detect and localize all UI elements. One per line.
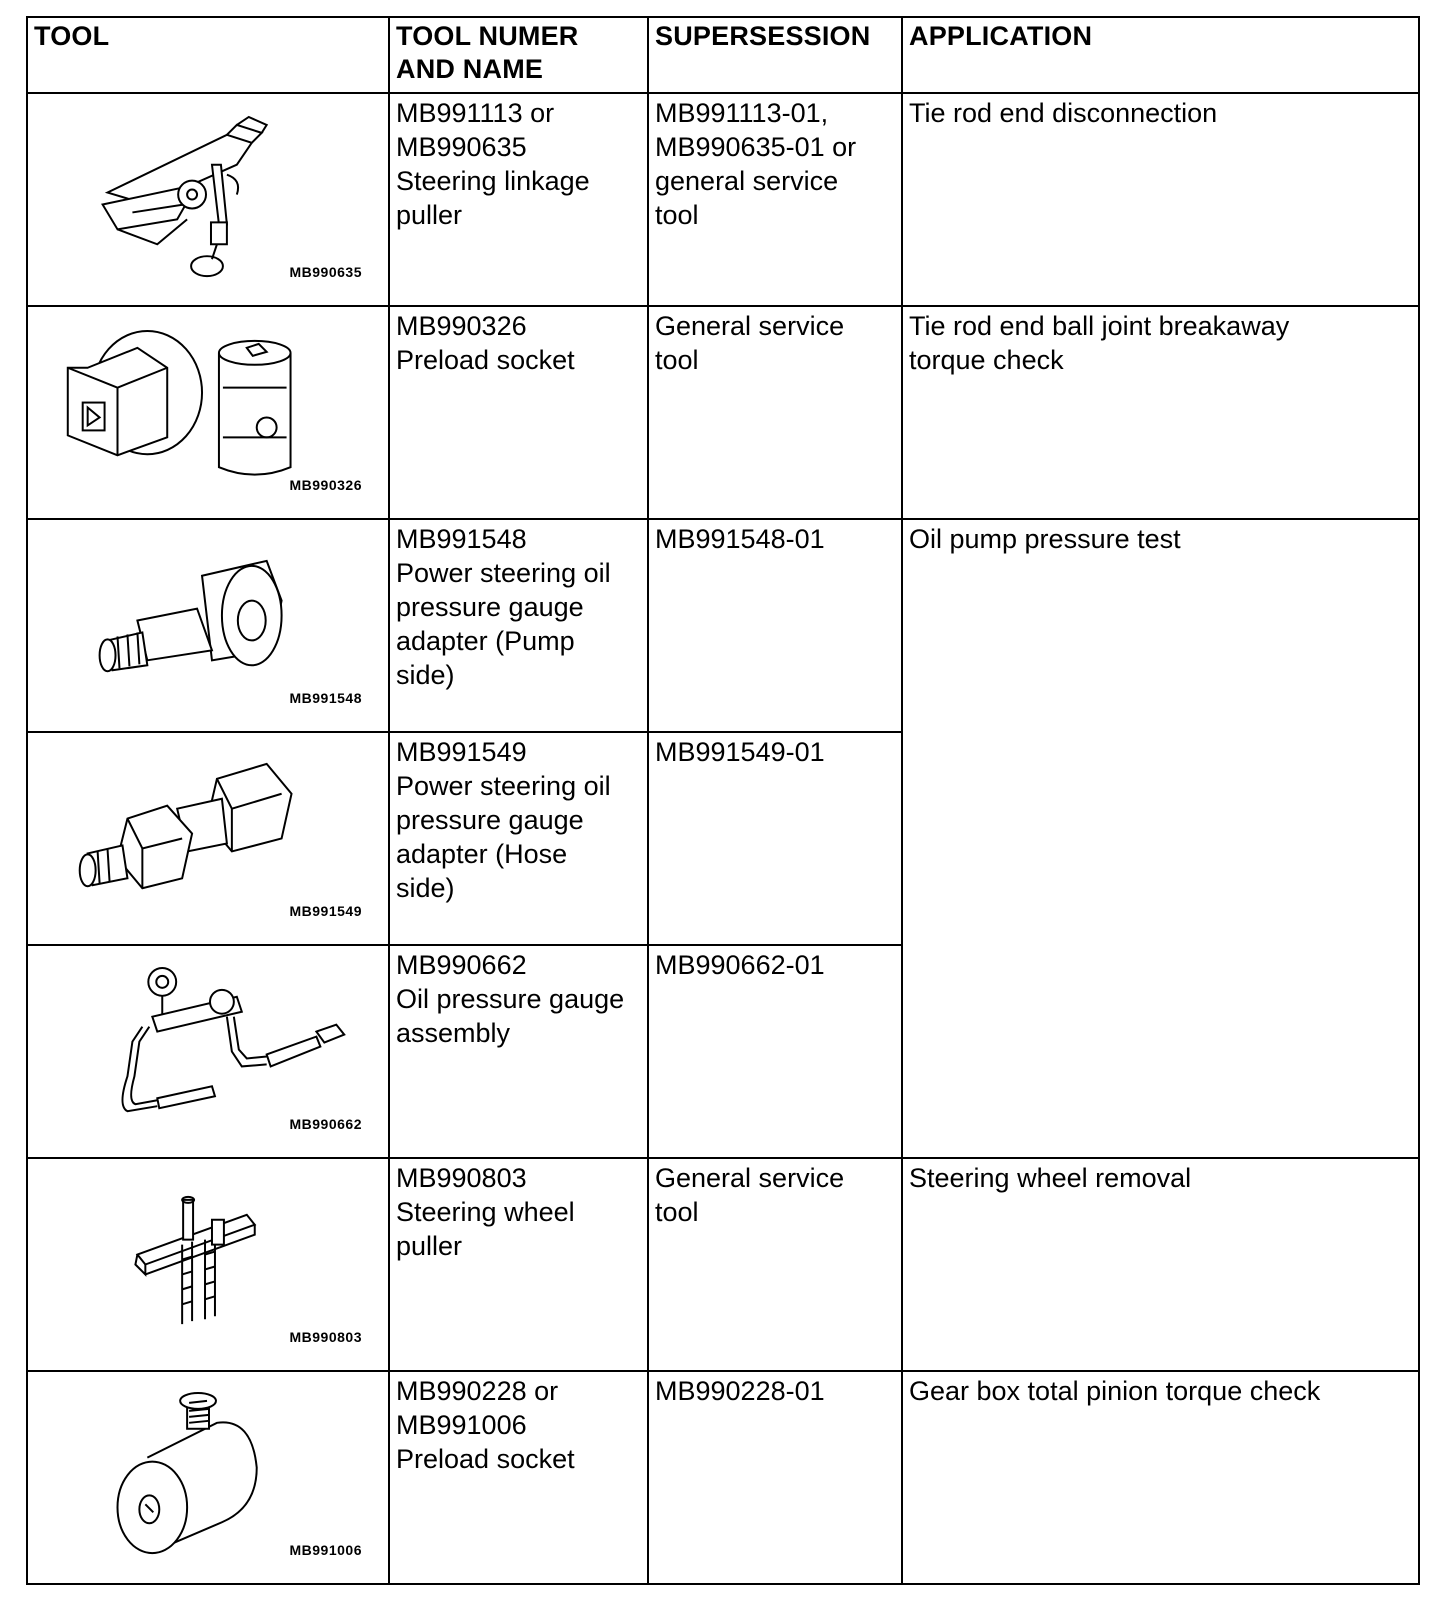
table-row	[27, 1158, 1419, 1371]
tool-name-cell: MB990662 Oil pressure gauge assembly	[389, 945, 648, 1158]
tool-illustration-cell	[27, 519, 389, 732]
supersession-cell: MB991113-01, MB990635-01 or general service tool	[648, 93, 902, 306]
tool-code-label: MB991549	[289, 903, 362, 919]
tool-name-cell: MB990326 Preload socket	[389, 306, 648, 519]
tool-code-label: MB990803	[289, 1329, 362, 1345]
header-tool: TOOL	[27, 17, 389, 93]
tool-name-cell: MB991548 Power steering oil pressure gauge adapter (Pump side)	[389, 519, 648, 732]
supersession-cell: General service tool	[648, 1158, 902, 1371]
tool-illustration-cell	[27, 306, 389, 519]
special-tools-table	[26, 16, 1420, 1585]
tool-code-label: MB991006	[289, 1542, 362, 1558]
header-application: APPLICATION	[902, 17, 1419, 93]
supersession-cell: MB991549-01	[648, 732, 902, 945]
tool-name-cell: MB990803 Steering wheel puller	[389, 1158, 648, 1371]
tool-name-cell: MB990228 or MB991006 Preload socket	[389, 1371, 648, 1584]
table-row	[27, 306, 1419, 519]
tool-name-cell: MB991113 or MB990635 Steering linkage puller	[389, 93, 648, 306]
tool-illustration-cell	[27, 1158, 389, 1371]
table-row	[27, 519, 1419, 732]
supersession-cell: MB990228-01	[648, 1371, 902, 1584]
tool-code-label: MB990635	[289, 264, 362, 280]
tool-code-label: MB990326	[289, 477, 362, 493]
tool-name-cell: MB991549 Power steering oil pressure gauge adapter (Hose side)	[389, 732, 648, 945]
tool-illustration-cell	[27, 732, 389, 945]
application-cell: Oil pump pressure test	[902, 519, 1419, 1158]
header-row	[27, 17, 1419, 93]
header-supersession: SUPERSESSION	[648, 17, 902, 93]
tool-code-label: MB991548	[289, 690, 362, 706]
tool-illustration-cell	[27, 93, 389, 306]
table-row	[27, 93, 1419, 306]
supersession-cell: General service tool	[648, 306, 902, 519]
tool-code-label: MB990662	[289, 1116, 362, 1132]
tool-illustration-cell	[27, 945, 389, 1158]
supersession-cell: MB990662-01	[648, 945, 902, 1158]
application-cell: Gear box total pinion torque check	[902, 1371, 1419, 1584]
supersession-cell: MB991548-01	[648, 519, 902, 732]
application-cell: Tie rod end ball joint breakaway torque check	[902, 306, 1419, 519]
application-cell: Tie rod end disconnection	[902, 93, 1419, 306]
header-tool-number: TOOL NUMER AND NAME	[389, 17, 648, 93]
application-cell: Steering wheel removal	[902, 1158, 1419, 1371]
tool-illustration-cell	[27, 1371, 389, 1584]
table-row	[27, 1371, 1419, 1584]
